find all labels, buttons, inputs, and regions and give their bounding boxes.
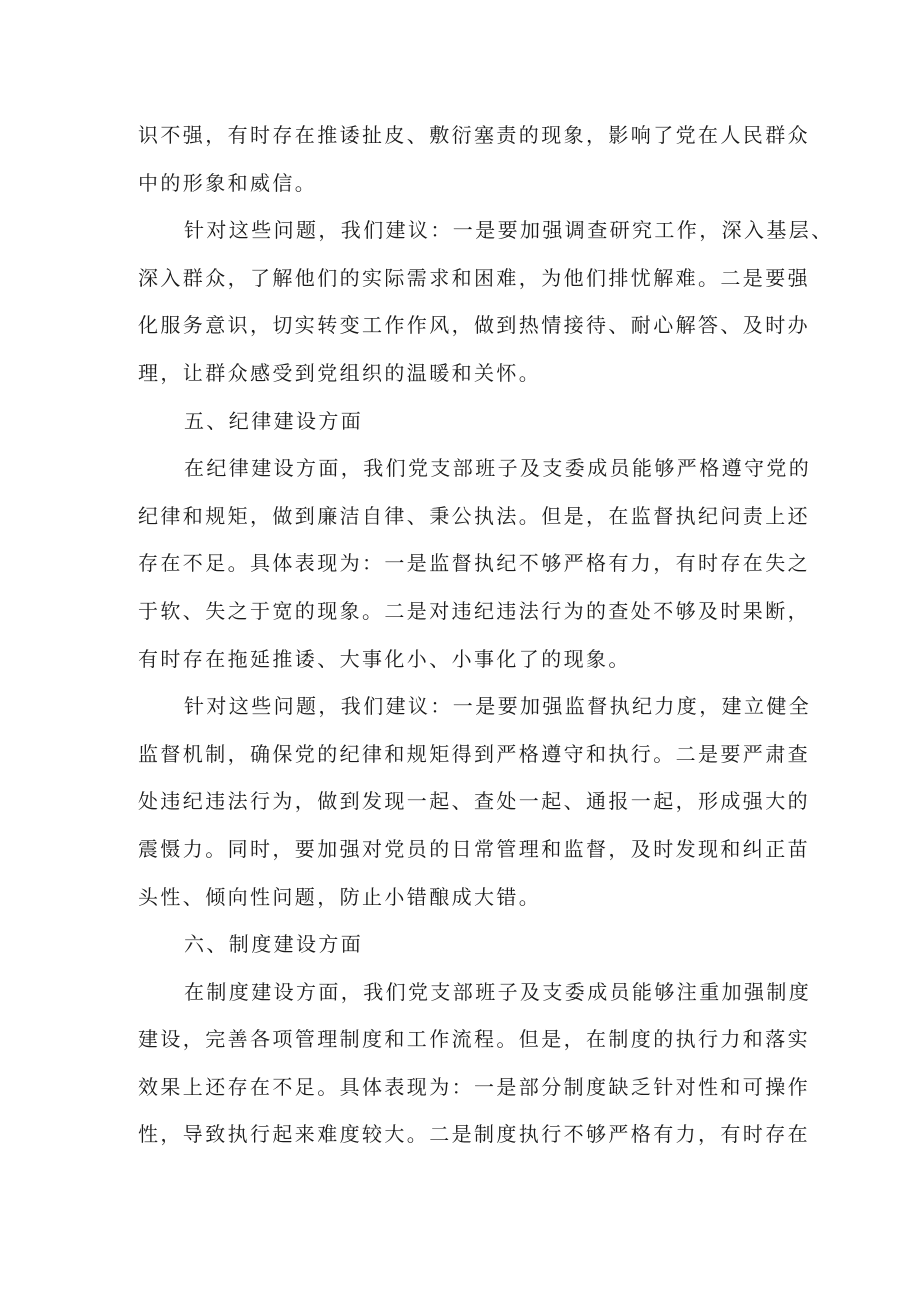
document-body bbox=[138, 112, 834, 1159]
body-line: 深入群众，了解他们的实际需求和困难，为他们排忧解难。二是要强 bbox=[138, 265, 810, 290]
body-line: 头性、倾向性问题，防止小错酿成大错。 bbox=[138, 884, 542, 909]
body-line: 监督机制，确保党的纪律和规矩得到严格遵守和执行。二是要严肃查 bbox=[138, 741, 810, 766]
body-line: 有时存在拖延推诿、大事化小、小事化了的现象。 bbox=[138, 646, 631, 671]
section-heading: 五、纪律建设方面 bbox=[184, 408, 364, 433]
body-line: 建设，完善各项管理制度和工作流程。但是，在制度的执行力和落实 bbox=[138, 1027, 810, 1052]
paragraph-start-line: 在制度建设方面，我们党支部班子及支委成员能够注重加强制度 bbox=[184, 979, 812, 1004]
section-heading: 六、制度建设方面 bbox=[184, 932, 364, 957]
body-line: 存在不足。具体表现为：一是监督执纪不够严格有力，有时存在失之 bbox=[138, 551, 810, 576]
body-line: 效果上还存在不足。具体表现为：一是部分制度缺乏针对性和可操作 bbox=[138, 1074, 810, 1099]
body-line: 于软、失之于宽的现象。二是对违纪违法行为的查处不够及时果断， bbox=[138, 598, 810, 623]
body-line: 震慑力。同时，要加强对党员的日常管理和监督，及时发现和纠正苗 bbox=[138, 836, 810, 861]
paragraph-start-line: 针对这些问题，我们建议：一是要加强监督执纪力度，建立健全 bbox=[184, 694, 812, 719]
body-line: 纪律和规矩，做到廉洁自律、秉公执法。但是，在监督执纪问责上还 bbox=[138, 503, 810, 528]
paragraph-start-line: 在纪律建设方面，我们党支部班子及支委成员能够严格遵守党的 bbox=[184, 456, 812, 481]
body-line: 处违纪违法行为，做到发现一起、查处一起、通报一起，形成强大的 bbox=[138, 789, 810, 814]
body-line: 理，让群众感受到党组织的温暖和关怀。 bbox=[138, 360, 542, 385]
paragraph-start-line: 针对这些问题，我们建议：一是要加强调查研究工作，深入基层、 bbox=[184, 218, 834, 243]
body-line: 性，导致执行起来难度较大。二是制度执行不够严格有力，有时存在 bbox=[138, 1122, 810, 1147]
body-line: 中的形象和威信。 bbox=[138, 170, 318, 195]
body-line: 识不强，有时存在推诿扯皮、敷衍塞责的现象，影响了党在人民群众 bbox=[138, 123, 810, 147]
body-line: 化服务意识，切实转变工作作风，做到热情接待、耐心解答、及时办 bbox=[138, 313, 810, 338]
